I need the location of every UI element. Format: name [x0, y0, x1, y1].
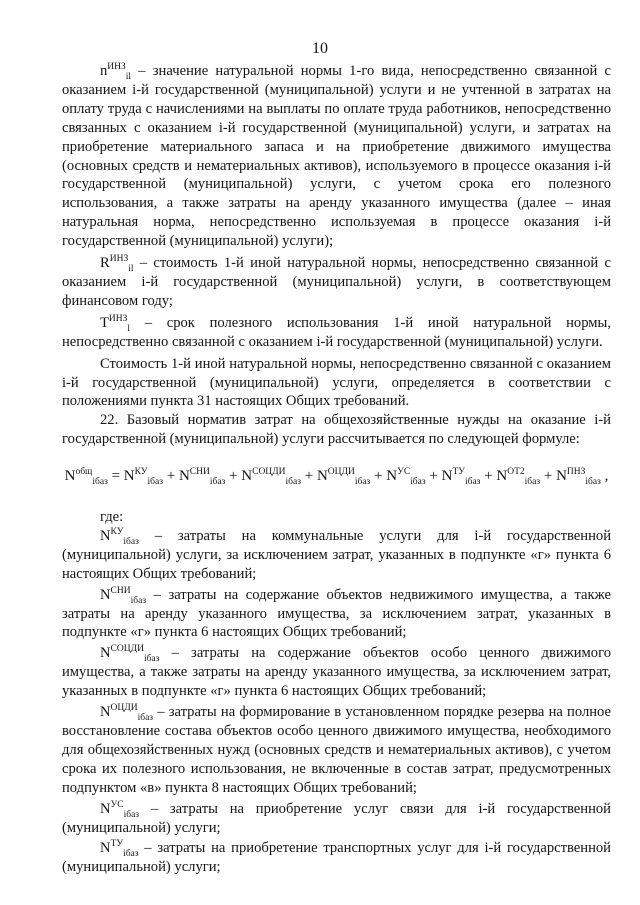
formula-superscript: ПНЗ — [566, 467, 586, 478]
symbol-base: N — [100, 800, 111, 817]
formula-symbol-base: N — [316, 468, 328, 485]
symbol-n-inz — [100, 62, 132, 82]
formula-subscript: iбаз — [410, 477, 426, 488]
formula-term-pnz — [556, 467, 601, 488]
formula-symbol-base: N — [496, 468, 508, 485]
symbol-base: n — [100, 63, 108, 79]
symbol-superscript: ИНЗ — [107, 62, 126, 73]
page-number: 10 — [312, 40, 328, 57]
definition-socdi — [62, 644, 611, 701]
formula-symbol-base: N — [441, 468, 453, 485]
symbol-subscript: iбаз — [137, 713, 154, 723]
symbol-superscript: ИНЗ — [108, 313, 128, 324]
formula-term-socdi — [241, 467, 301, 488]
definition-text: – затраты на приобретение услуг связи для i-й государственной (муниципальной) услуги; — [62, 800, 611, 836]
symbol-n-sni — [100, 585, 147, 606]
formula-subscript: iбаз — [147, 477, 163, 488]
symbol-n-tu — [100, 839, 139, 860]
paragraph-t-inz-definition — [62, 314, 611, 352]
symbol-subscript: iбаз — [123, 536, 139, 547]
formula-superscript: СОЦДИ — [252, 467, 286, 478]
definition-tu — [62, 839, 611, 877]
symbol-superscript: ИНЗ — [109, 254, 129, 265]
definition-text: – затраты на формирование в установленном порядке резерва на полное восстановление состава объектов особо ценного движимого имущества, необходимого для общехозяйственных нужд (основных средств и нематериальных активов), с учетом срока их полезного использования, не включенные в состав затрат, предусмотренных подпунктом «в» пункта 8 настоящих Общих требований; — [62, 704, 611, 796]
formula-end: , — [600, 468, 609, 485]
formula-term-ot2 — [496, 467, 541, 488]
symbol-n-ocdi — [100, 703, 154, 723]
symbol-base: N — [100, 586, 111, 603]
formula-symbol-base: N — [386, 468, 398, 485]
symbol-superscript: СОЦДИ — [110, 644, 144, 655]
paragraph-text: – срок полезного использования 1-й иной натуральной нормы, непосредственно связанной с оказанием i-й государственной (муниципальной) услуги. — [62, 314, 611, 350]
definition-ku — [62, 527, 611, 584]
page-content — [62, 62, 611, 877]
paragraph-item-22: 22. Базовый норматив затрат на общехозяйственные нужды на оказание i-й государственной (муниципальной) услуги рассчитывается по следующей формуле: — [62, 412, 611, 448]
symbol-base: T — [100, 314, 109, 331]
definition-sni — [62, 586, 611, 643]
formula-subscript: iбаз — [92, 477, 108, 488]
definition-ocdi — [62, 703, 611, 798]
symbol-subscript: il — [125, 71, 132, 82]
symbol-superscript: ТУ — [110, 839, 124, 850]
paragraph-n-inz-definition — [62, 62, 611, 251]
definition-us — [62, 800, 611, 838]
formula-term-us — [386, 467, 426, 488]
formula-symbol-base: N — [241, 468, 253, 485]
formula-superscript: ОЦДИ — [327, 467, 355, 478]
symbol-n-ku — [100, 527, 139, 547]
formula-symbol-base: N — [123, 468, 135, 485]
symbol-n-us — [100, 799, 140, 820]
definition-text: – затраты на коммунальные услуги для i-й государственной (муниципальной) услуги, за исключением затрат, указанных в подпункте «г» пункта 6 настоящих Общих требований; — [62, 527, 611, 582]
paragraph-text: – стоимость 1-й иной натуральной нормы, непосредственно связанной с оказанием i-й государственной (муниципальной) услуги, в соответствующем финансовом году; — [62, 255, 611, 309]
symbol-r-inz — [100, 254, 134, 274]
symbol-superscript: УС — [110, 799, 124, 810]
formula-term-sni — [178, 467, 226, 488]
formula-plus: + — [300, 468, 317, 485]
where-label: где: — [100, 509, 124, 526]
formula-superscript: общ — [75, 467, 93, 478]
formula-superscript: КУ — [134, 467, 148, 478]
formula-term-ku — [123, 467, 163, 488]
symbol-subscript: iбаз — [123, 849, 139, 860]
formula-superscript: УС — [397, 467, 411, 478]
formula-general-needs — [62, 467, 611, 486]
formula-subscript: iбаз — [209, 477, 226, 488]
symbol-subscript: l — [127, 323, 131, 334]
symbol-subscript: iбаз — [130, 595, 147, 606]
formula-symbol-base: N — [556, 468, 567, 485]
formula-symbol-base: N — [178, 468, 190, 485]
formula-equals: = — [107, 468, 124, 485]
symbol-subscript: iбаз — [143, 654, 160, 665]
formula-plus: + — [425, 468, 442, 485]
formula-subscript: iбаз — [585, 477, 601, 488]
symbol-superscript: СНИ — [110, 585, 131, 596]
paragraph-r-inz-definition — [62, 254, 611, 311]
formula-lhs — [64, 467, 108, 488]
paragraph-cost-rule: Стоимость 1-й иной натуральной нормы, непосредственно связанной с оказанием i-й государственной (муниципальной) услуги, определяется в соответствии с положениями пункта 31 настоящих Общих требований. — [62, 355, 611, 410]
paragraph-text: – значение натуральной нормы 1-го вида, непосредственно связанной с оказанием i-й государственной (муниципальной) услуги и не учтенной в затратах на оплату труда с начислениями на выплаты по оплате труда работников, непосредственно связанных с оказанием i-й государственной (муниципальной) услуги, и затратах на приобретение материального запаса и на приобретение движимого имущества (основных средств и нематериальных активов), используемого в процессе оказания i-й государственной (муниципальной) услуги, с учетом срока его полезного использования, а также затраты на аренду указанного имущества (далее – иная натуральная норма, непосредственно используемая в процессе оказания i-й государственной (муниципальной) услуги); — [62, 63, 611, 250]
formula-term-tu — [441, 467, 481, 488]
symbol-superscript: ОЦДИ — [110, 703, 138, 714]
formula-superscript: ОТ2 — [507, 467, 525, 478]
formula-term-ocdi — [316, 467, 371, 488]
definition-text: – затраты на содержание объектов недвижимого имущества, а также затраты на аренду указанного имущества, за исключением затрат, указанных в подпункте «г» пункта 6 настоящих Общих требований; — [62, 586, 611, 641]
symbol-n-socdi — [100, 644, 160, 665]
symbol-superscript: КУ — [110, 527, 124, 538]
definition-text: – затраты на содержание объектов особо ценного движимого имущества, а также затраты на аренду указанного имущества, за исключением затрат, указанных в подпункте «г» пункта 6 настоящих Общих требований; — [62, 645, 611, 700]
formula-plus: + — [370, 468, 387, 485]
symbol-base: N — [100, 704, 111, 721]
formula-plus: + — [480, 468, 497, 485]
symbol-base: R — [100, 255, 110, 272]
symbol-subscript: il — [128, 263, 134, 274]
formula-subscript: iбаз — [354, 477, 371, 488]
formula-subscript: iбаз — [285, 477, 301, 488]
formula-plus: + — [225, 468, 242, 485]
formula-subscript: iбаз — [524, 477, 541, 488]
formula-subscript: iбаз — [464, 477, 481, 488]
symbol-base: N — [100, 645, 111, 662]
formula-plus: + — [540, 468, 557, 485]
symbol-base: N — [100, 840, 111, 857]
symbol-t-inz — [100, 313, 131, 334]
definition-text: – затраты на приобретение транспортных услуг для i-й государственной (муниципальной) услуги; — [62, 840, 611, 876]
formula-superscript: СНИ — [189, 467, 210, 478]
symbol-base: N — [100, 527, 111, 544]
formula-plus: + — [162, 468, 179, 485]
symbol-subscript: iбаз — [123, 809, 140, 820]
formula-symbol-base: N — [64, 468, 76, 485]
formula-superscript: ТУ — [452, 467, 465, 478]
